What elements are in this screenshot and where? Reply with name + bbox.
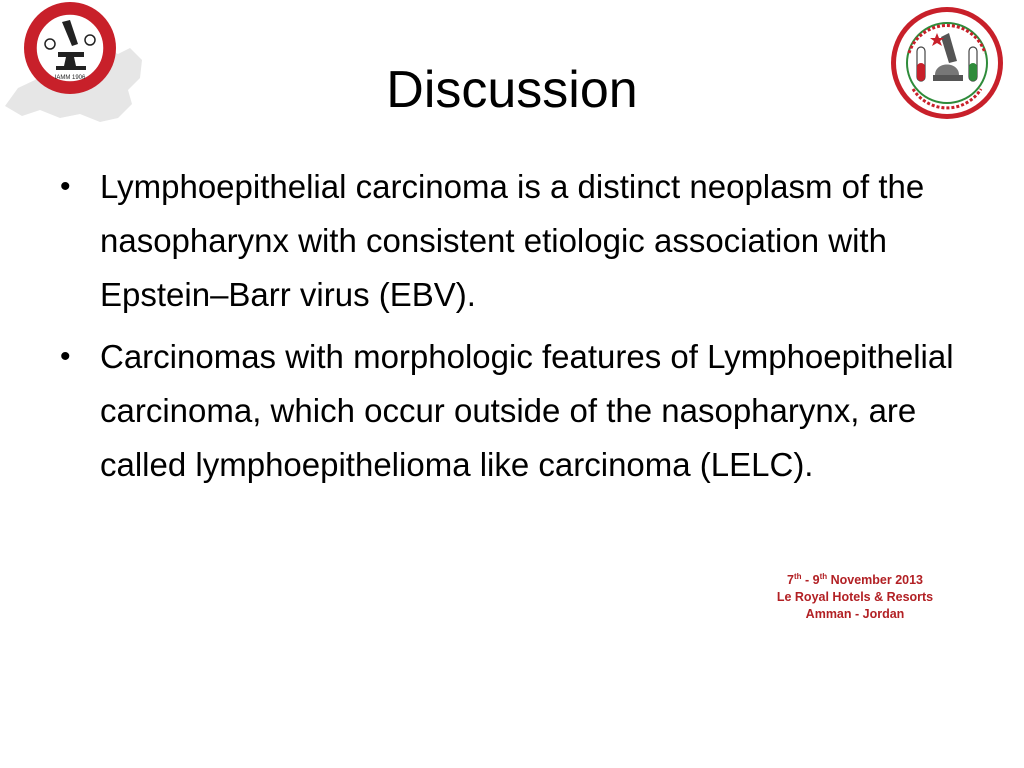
slide-title: Discussion xyxy=(386,61,638,119)
bullet-dot-icon: • xyxy=(60,170,71,203)
bullet-item xyxy=(60,330,980,492)
iap-logo-text: IAMM 1906 xyxy=(54,75,86,81)
bullet-dot-icon: • xyxy=(60,340,71,373)
bullet-list xyxy=(60,160,980,500)
event-date: 7th - 9th November 2013 xyxy=(786,571,924,587)
bullet-item xyxy=(60,160,980,322)
event-info xyxy=(760,572,950,623)
bullet-text: Lymphoepithelial carcinoma is a distinct neoplasm of the nasopharynx with consistent etiologic association with Epstein–Barr virus (EBV). xyxy=(100,168,925,313)
event-location: Amman - Jordan xyxy=(805,607,905,621)
bullet-text: Carcinomas with morphologic features of Lymphoepithelial carcinoma, which occur outside of the nasopharynx, are called lymphoepithelioma like carcinoma (LELC). xyxy=(100,338,954,483)
event-venue: Le Royal Hotels & Resorts xyxy=(776,590,934,604)
